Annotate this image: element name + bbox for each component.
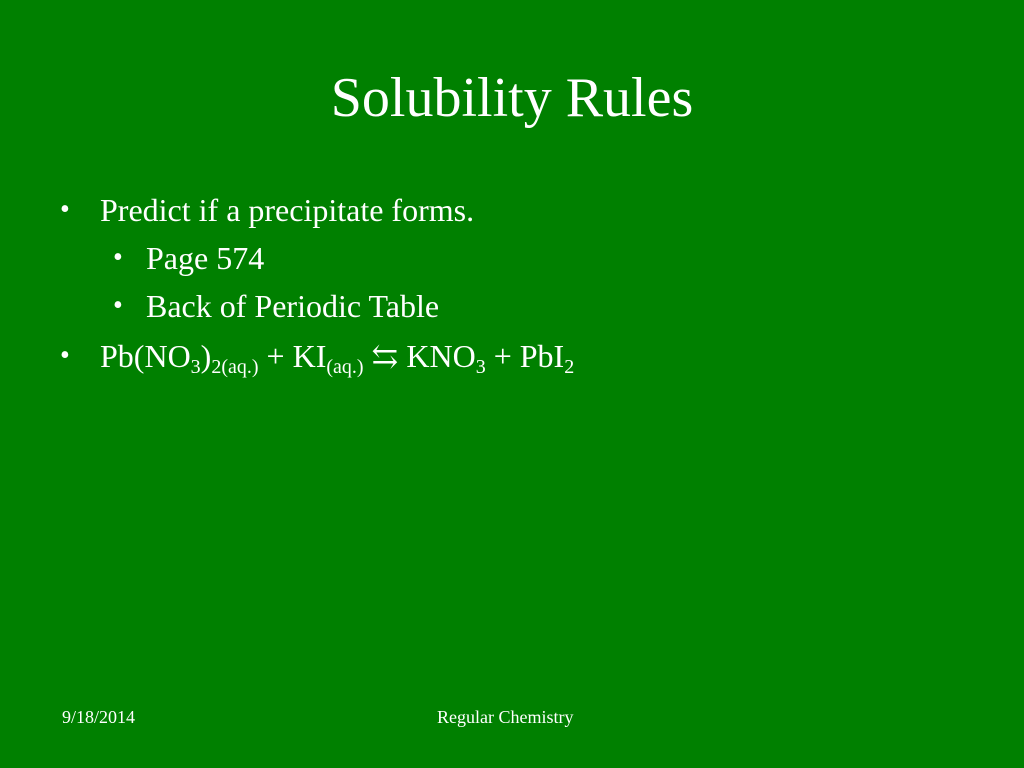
bullet-text: Page 574 xyxy=(146,240,265,276)
equilibrium-arrow-icon: ⇆ xyxy=(363,338,407,374)
equation-part: + PbI xyxy=(485,338,565,374)
subscript: 3 xyxy=(190,356,201,378)
equation-part: + KI xyxy=(258,338,327,374)
bullet-text: Predict if a precipitate forms. xyxy=(100,192,475,228)
footer-date: 9/18/2014 xyxy=(62,707,136,727)
bullet-dot: • xyxy=(60,194,70,225)
equation-part: ) xyxy=(200,338,212,374)
subscript: 2 xyxy=(564,356,575,378)
bullet-dot: • xyxy=(113,290,123,321)
equation-part: Pb(NO xyxy=(100,338,191,374)
sub-bullet-item xyxy=(113,286,440,326)
subscript: 2(aq.) xyxy=(211,356,259,378)
equation-bullet xyxy=(60,336,575,378)
subscript: (aq.) xyxy=(326,356,364,378)
bullet-text: Back of Periodic Table xyxy=(146,288,440,324)
chemical-equation xyxy=(100,338,575,378)
bullet-item xyxy=(60,190,475,230)
bullet-dot: • xyxy=(113,242,123,273)
equation-part: KNO xyxy=(406,338,476,374)
slide-title: Solubility Rules xyxy=(330,67,694,129)
footer-course: Regular Chemistry xyxy=(437,707,574,727)
sub-bullet-item xyxy=(113,238,265,278)
subscript: 3 xyxy=(475,356,486,378)
bullet-dot: • xyxy=(60,340,70,371)
